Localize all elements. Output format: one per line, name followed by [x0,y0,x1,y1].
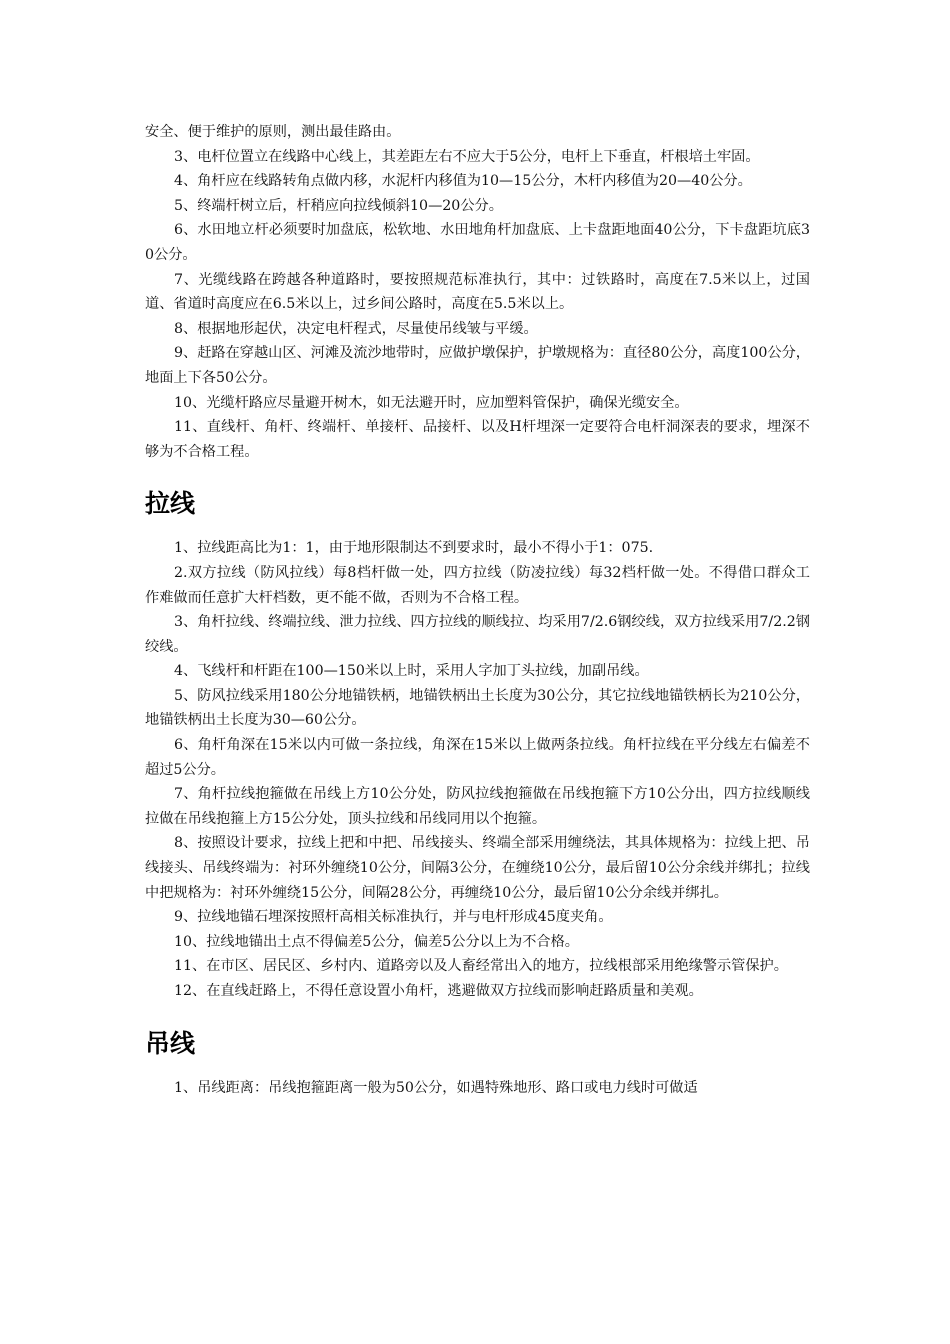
messenger-item-1: 1、吊线距离：吊线抱箍距离一般为50公分，如遇特殊地形、路口或电力线时可做适 [174,1079,698,1096]
intro-item-5: 5、终端杆树立后，杆稍应向拉线倾斜10—20公分。 [174,197,503,214]
document-page [145,120,810,1100]
intro-item-7: 7、光缆线路在跨越各种道路时，要按照规范标准执行，其中：过铁路时，高度在7.5米以上，过国道、省道时高度应在6.5米以上，过乡间公路时，高度在5.5米以上。 [145,271,810,313]
section-heading-messenger: 吊线 [145,1028,196,1058]
intro-item-9: 9、赶路在穿越山区、河滩及流沙地带时，应做护墩保护，护墩规格为：直径80公分，高度100公分，地面上下各50公分。 [145,345,810,386]
lashing-item-1: 1、拉线距高比为1：1，由于地形限制达不到要求时，最小不得小于1：075. [174,540,654,557]
intro-item-3: 3、电杆位置立在线路中心线上，其差距左右不应大于5公分，电杆上下垂直，杆根培土牢固。 [174,148,760,165]
intro-item-4: 4、角杆应在线路转角点做内移，水泥杆内移值为10—15公分，木杆内移值为20—40公分。 [174,173,752,190]
intro-item-6: 6、水田地立杆必须要时加盘底，松软地、水田地角杆加盘底、上卡盘距地面40公分，下卡盘距坑底30公分。 [145,222,810,263]
section-heading-lashing: 拉线 [145,489,196,519]
lashing-item-12: 12、在直线赶路上，不得任意设置小角杆，逃避做双方拉线而影响赶路质量和美观。 [174,983,703,999]
intro-item-10: 10、光缆杆路应尽量避开树木，如无法避开时，应加塑料管保护，确保光缆安全。 [174,394,689,411]
intro-item-11: 11、直线杆、角杆、终端杆、单接杆、品接杆、以及H杆埋深一定要符合电杆洞深表的要求，埋深不够为不合格工程。 [145,419,810,460]
lashing-item-2: 2.双方拉线（防风拉线）每8档杆做一处，四方拉线（防凌拉线）每32档杆做一处。不得借口群众工作难做而任意扩大杆档数，更不能不做，否则为不合格工程。 [145,564,810,606]
lashing-item-3: 3、角杆拉线、终端拉线、泄力拉线、四方拉线的顺线拉、均采用7/2.6钢绞线，双方拉线采用7/2.2钢绞线。 [145,614,810,655]
lashing-item-9: 9、拉线地锚石埋深按照杆高相关标准执行，并与电杆形成45度夹角。 [174,909,613,926]
lashing-item-8: 8、按照设计要求，拉线上把和中把、吊线接头、终端全部采用缠绕法，其具体规格为：拉线上把、吊线接头、吊线终端为：衬环外缠绕10公分，间隔3公分，在缠绕10公分，最后留10公分余线并绑扎；拉线中把规格为：衬环外缠绕15公分，间隔28公分，再缠绕10公分，最后留10公分余线并绑扎。 [145,835,810,901]
lashing-item-10: 10、拉线地锚出土点不得偏差5公分，偏差5公分以上为不合格。 [174,933,579,950]
lashing-item-4: 4、飞线杆和杆距在100—150米以上时，采用人字加丁头拉线，加副吊线。 [174,663,649,680]
lashing-item-11: 11、在市区、居民区、乡村内、道路旁以及人畜经常出入的地方，拉线根部采用绝缘警示管保护。 [174,958,788,975]
intro-continuation: 安全、便于维护的原则，测出最佳路由。 [145,124,401,140]
lashing-item-7: 7、角杆拉线抱箍做在吊线上方10公分处，防风拉线抱箍做在吊线抱箍下方10公分出，四方拉线顺线拉做在吊线抱箍上方15公分处，顶头拉线和吊线同用以个抱箍。 [145,786,810,827]
intro-item-8: 8、根据地形起伏，决定电杆程式，尽量使吊线皱与平缓。 [174,320,538,337]
lashing-item-5: 5、防风拉线采用180公分地锚铁柄，地锚铁柄出土长度为30公分，其它拉线地锚铁柄长为210公分，地锚铁柄出土长度为30—60公分。 [145,687,810,729]
lashing-item-6: 6、角杆角深在15米以内可做一条拉线，角深在15米以上做两条拉线。角杆拉线在平分线左右偏差不超过5公分。 [145,737,810,778]
